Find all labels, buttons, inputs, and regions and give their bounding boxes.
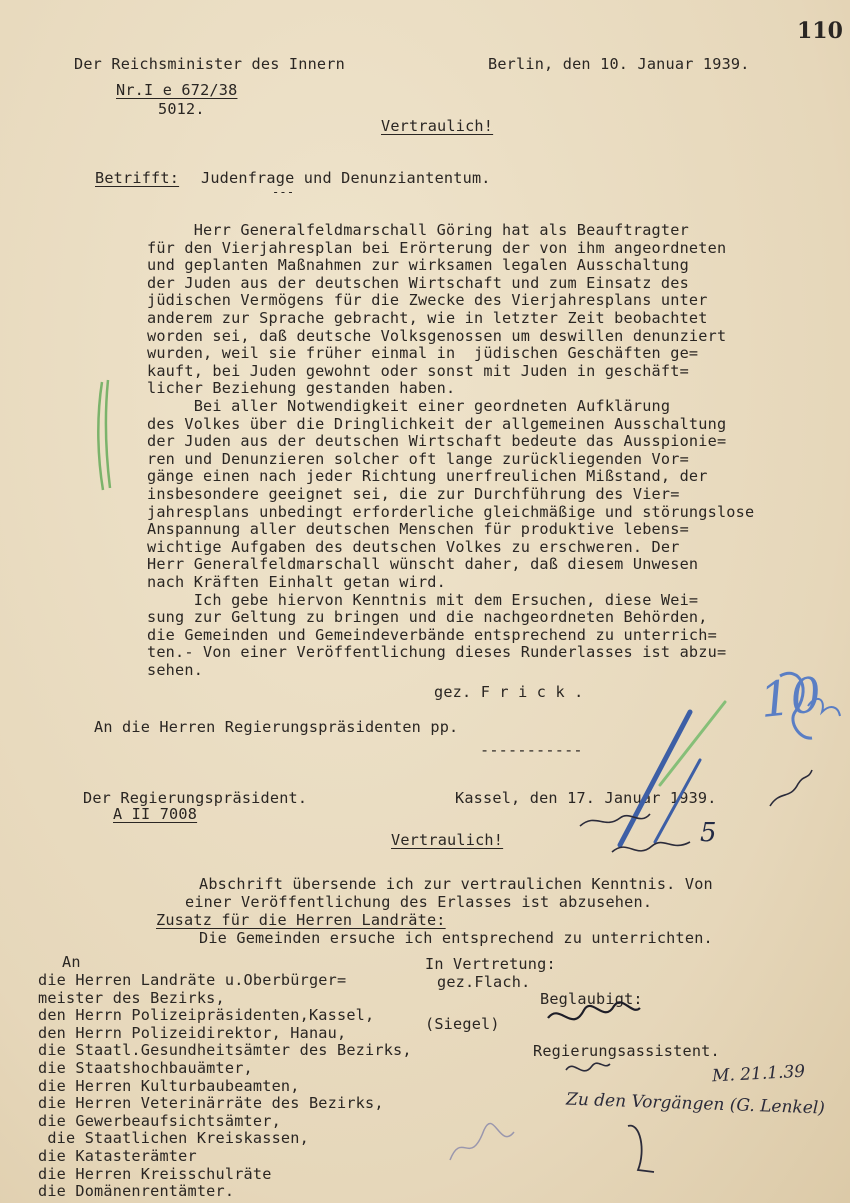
second-place-date: Kassel, den 17. Januar 1939. [455, 789, 717, 807]
body-line: Bei aller Notwendigkeit einer geordneten Aufklärung [147, 397, 671, 415]
header-file-number: Nr.I e 672/38 [116, 81, 238, 99]
addendum-text: Die Gemeinden ersuche ich entsprechend zu unterrichten. [199, 929, 713, 947]
body-line: wurden, weil sie früher einmal in jüdischen Geschäften ge= [147, 344, 699, 363]
header-file-sub-number: 5012. [158, 100, 205, 118]
body-line: Herr Generalfeldmarschall Göring hat als Beauftragter [147, 221, 689, 239]
body-line: jahresplans unbedingt erforderliche gleichmäßige und störungslose [147, 502, 755, 521]
signature-frick: gez. F r i c k . [434, 683, 584, 701]
body-line: worden sei, daß deutsche Volksgenossen um deswillen denunziert [147, 326, 727, 345]
header-sender: Der Reichsminister des Innern [74, 55, 345, 73]
second-line-2: einer Veröffentlichung des Erlasses ist abzusehen. [185, 893, 653, 911]
body-line: wichtige Aufgaben des deutschen Volkes zu erschweren. Der [147, 537, 680, 556]
certifier-title: Regierungsassistent. [533, 1042, 720, 1060]
header-place-date: Berlin, den 10. Januar 1939. [488, 55, 750, 73]
body-line: kauft, bei Juden gewohnt oder sonst mit Juden in geschäft= [147, 361, 689, 380]
seal-note: (Siegel) [425, 1015, 500, 1033]
distribution-item: die Staatlichen Kreiskassen, [38, 1129, 309, 1148]
distribution-item: die Staatl.Gesundheitsämter des Bezirks, [38, 1041, 412, 1060]
body-line: nach Kräften Einhalt getan wird. [147, 573, 446, 591]
body-line: und geplanten Maßnahmen zur wirksamen legalen Ausschaltung [147, 256, 689, 275]
subject-label: Betrifft: [95, 169, 180, 187]
body-line: Herr Generalfeldmarschall wünscht daher, daß diesem Unwesen [147, 555, 699, 574]
handwritten-marginal-number: 5 [700, 818, 717, 848]
distribution-item: den Herrn Polizeidirektor, Hanau, [38, 1023, 347, 1042]
body-line: sehen. [147, 661, 204, 679]
body-line: ren und Denunzieren solcher oft lange zurückliegenden Vor= [147, 449, 689, 468]
body-line: ten.- Von einer Veröffentlichung dieses Runderlasses ist abzu= [147, 643, 727, 662]
distribution-item: die Herren Kulturbaubeamten, [38, 1076, 300, 1095]
distribution-heading: An [62, 953, 81, 971]
second-sender: Der Regierungspräsident. [83, 789, 308, 807]
body-line: insbesondere geeignet sei, die zur Durchführung des Vier= [147, 485, 680, 503]
distribution-item: die Herren Landräte u.Oberbürger= [38, 971, 347, 989]
deputy-signature: gez.Flach. [437, 973, 531, 991]
divider-line: ----------- [480, 741, 583, 759]
distribution-item: meister des Bezirks, [38, 988, 225, 1007]
body-line: Anspannung aller deutschen Menschen für produktive lebens= [147, 520, 689, 539]
body-line: des Volkes über die Dringlichkeit der allgemeinen Ausschaltung [147, 414, 727, 433]
distribution-item: die Herren Kreisschulräte [38, 1164, 272, 1183]
addressee-line: An die Herren Regierungspräsidenten pp. [94, 718, 459, 736]
body-line: gänge einen nach jeder Richtung unerfreulichen Mißstand, der [147, 467, 708, 486]
body-line: jüdischen Vermögens für die Zwecke des Vierjahresplans unter [147, 291, 708, 310]
body-line: sung zur Geltung zu bringen und die nachgeordneten Behörden, [147, 608, 708, 627]
second-line-1: Abschrift übersende ich zur vertraulichen Kenntnis. Von [199, 875, 713, 893]
confidential-heading: Vertraulich! [381, 117, 494, 135]
distribution-item: den Herrn Polizeipräsidenten,Kassel, [38, 1006, 375, 1025]
body-line: für den Vierjahresplan bei Erörterung der von ihm angeordneten [147, 238, 727, 257]
body-line: der Juden aus der deutschen Wirtschaft bedeute das Ausspionie= [147, 432, 727, 451]
second-confidential-heading: Vertraulich! [391, 831, 504, 849]
body-line: Ich gebe hiervon Kenntnis mit dem Ersuchen, diese Wei= [147, 590, 699, 609]
certified-label: Beglaubigt: [540, 990, 643, 1008]
handwritten-note: Zu den Vorgängen (G. Lenkel) [565, 1089, 826, 1119]
deputy-label: In Vertretung: [425, 955, 556, 973]
body-line: der Juden aus der deutschen Wirtschaft und zum Einsatz des [147, 273, 689, 292]
body-line: licher Beziehung gestanden haben. [147, 379, 456, 398]
subject-underscore: --- [272, 185, 295, 199]
second-file-number: A II 7008 [113, 805, 198, 823]
distribution-item: die Katasterämter [38, 1147, 197, 1165]
subject-text: Judenfrage und Denunziantentum. [201, 169, 491, 187]
distribution-item: die Domänenrentämter. [38, 1182, 235, 1201]
body-line: anderem zur Sprache gebracht, wie in letzter Zeit beobachtet [147, 309, 708, 327]
addendum-label: Zusatz für die Herren Landräte: [156, 911, 446, 929]
body-line: die Gemeinden und Gemeindeverbände entsprechend zu unterrich= [147, 625, 717, 644]
distribution-item: die Gewerbeaufsichtsämter, [38, 1111, 281, 1130]
blue-pencil-number: 10 [757, 666, 824, 730]
handwritten-date: M. 21.1.39 [711, 1061, 806, 1087]
distribution-item: die Staatshochbauämter, [38, 1059, 253, 1077]
distribution-item: die Herren Veterinärräte des Bezirks, [38, 1094, 384, 1113]
page-number: 110 [797, 18, 843, 44]
